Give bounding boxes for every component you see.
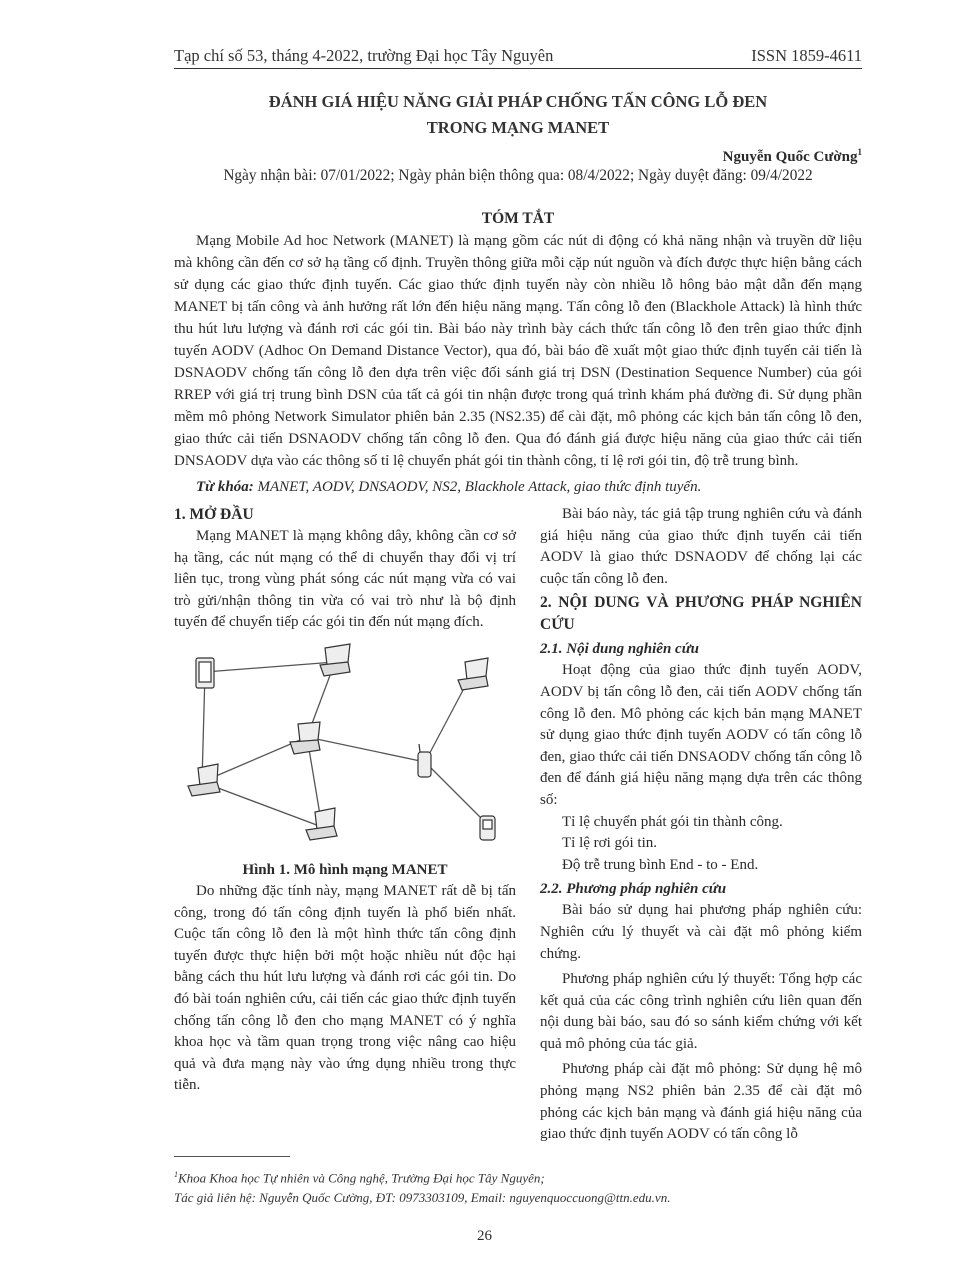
metric-item: Tỉ lệ rơi gói tin. <box>562 835 658 852</box>
journal-name: Tạp chí số 53, tháng 4-2022, trường Đại học Tây Nguyên <box>174 46 554 65</box>
figure-1-caption: Hình 1. Mô hình mạng MANET <box>242 861 448 878</box>
link <box>202 782 322 827</box>
section-1-paragraph-2: Do những đặc tính này, mạng MANET rất dễ bị tấn công, trong đó tấn công định tuyến là phổ biến nhất. Cuộc tấn công lỗ đen là một hình thức tấn công định tuyến được thực hiện bởi một hoặc nhiều nút độc hại bằng cách thu hút lưu lượng và đánh rơi các gói tin. Do đó bài toán nghiên cứu, cải tiến các giao thức định tuyến chống tấn công lỗ đen cho mạng MANET có ý nghĩa khoa học và tầm quan trọng trong việc nâng cao hiệu quả và đưa mạng này vào ứng dụng nhiều trong thực tiễn. <box>174 882 516 1094</box>
section-1-paragraph-3: Bài báo này, tác giả tập trung nghiên cứu và đánh giá hiệu năng của giao thức định tuyến cải tiến AODV là giao thức DSNAODV để chống lại các cuộc tấn công lỗ đen. <box>540 506 862 587</box>
link <box>205 662 335 672</box>
laptop-icon <box>320 644 350 676</box>
paper-title <box>174 89 862 141</box>
laptop-icon <box>188 764 220 796</box>
affiliation-text: Khoa Khoa học Tự nhiên và Công nghệ, Trường Đại học Tây Nguyên; <box>178 1170 545 1186</box>
link <box>425 762 487 824</box>
section-2-heading: 2. NỘI DUNG VÀ PHƯƠNG PHÁP NGHIÊN CỨU <box>540 594 862 634</box>
footnote-divider <box>174 1156 290 1157</box>
page-number: 26 <box>477 1228 492 1245</box>
subsection-2-2-heading: 2.2. Phương pháp nghiên cứu <box>540 881 727 898</box>
footnote-mark: 1 <box>174 1169 178 1179</box>
link <box>307 737 425 762</box>
author-name: Nguyễn Quốc Cường <box>722 149 858 165</box>
footnote-affiliation <box>174 1165 862 1188</box>
network-links <box>202 662 487 827</box>
manet-network-figure <box>170 640 520 855</box>
title-line-1: ĐÁNH GIÁ HIỆU NĂNG GIẢI PHÁP CHỐNG TẤN CÔNG LỖ ĐEN <box>268 92 768 111</box>
footer-area <box>174 1146 862 1276</box>
author <box>174 143 862 166</box>
keywords-list: MANET, AODV, DNSAODV, NS2, Blackhole Attack, giao thức định tuyến. <box>257 479 702 495</box>
section-1-heading: 1. MỞ ĐẦU <box>174 506 254 523</box>
subsection-2-2-paragraph-1: Bài báo sử dụng hai phương pháp nghiên cứu: Nghiên cứu lý thuyết và cài đặt mô phỏng kiểm chứng. <box>540 902 862 962</box>
dates-line: Ngày nhận bài: 07/01/2022; Ngày phản biện thông qua: 08/4/2022; Ngày duyệt đăng: 09/4/2022 <box>223 167 813 184</box>
subsection-2-2-paragraph-3: Phương pháp cài đặt mô phỏng: Sử dụng hệ mô phỏng mạng NS2 phiên bản 2.35 để cài đặt mô phỏng các kịch bản mạng và đánh giá hiệu năng của giao thức định tuyến AODV có tấn công lỗ <box>540 1061 862 1143</box>
paper-page <box>174 0 862 1276</box>
footnote-contact: Tác giả liên hệ: Nguyễn Quốc Cường, ĐT: 0973303109, Email: nguyenquoccuong@ttn.edu.vn. <box>174 1190 671 1206</box>
keywords <box>174 476 862 498</box>
metric-item: Tỉ lệ chuyển phát gói tin thành công. <box>562 813 783 830</box>
laptop-icon <box>290 722 320 754</box>
tablet-icon <box>196 658 214 688</box>
abstract-heading: TÓM TẮT <box>481 210 555 227</box>
section-1-paragraph-1: Mạng MANET là mạng không dây, không cần cơ sở hạ tầng, các nút mạng có thể di chuyển thay đổi vị trí liên tục, trong vùng phát sóng các nút mạng vừa có vai trò gửi/nhận thông tin vừa có vai trò như là bộ định tuyến để chuyển tiếp các gói tin đến nút mạng đích. <box>174 528 516 631</box>
two-column-body <box>174 504 862 1146</box>
affiliation-mark: 1 <box>857 147 862 157</box>
pda-icon <box>480 816 495 840</box>
subsection-2-1-paragraph: Hoạt động của giao thức định tuyến AODV, AODV bị tấn công lỗ đen, cải tiến AODV chống tấn công lỗ đen. Mô phỏng các kịch bản mạng MANET sử dụng giao thức định tuyến AODV có tấn công lỗ đen, giao thức cải tiến DNSAODV chống tấn công lỗ đen để đánh giá hiệu năng mạng dựa trên các thông số: <box>540 662 862 808</box>
abstract-text: Mạng Mobile Ad hoc Network (MANET) là mạng gồm các nút di động có khả năng nhận và truyền dữ liệu mà không cần đến cơ sở hạ tầng cố định. Truyền thông giữa mỗi cặp nút nguồn và đích được thực hiện bằng cách sử dụng các giao thức định tuyến. Các giao thức định tuyến này còn nhiều lỗ hông bảo mật dẫn đến mạng MANET bị tấn công và ảnh hưởng rất lớn đến hiệu năng mạng. Tấn công lỗ đen (Blackhole Attack) là hình thức thu hút lưu lượng và đánh rơi các gói tin. Bài báo này trình bày cách thức tấn công lỗ đen trên giao thức định tuyến AODV (Adhoc On Demand Distance Vector), qua đó, bài báo đề xuất một giao thức định tuyến cải tiến là DSNAODV chống tấn công lỗ đen dựa trên việc đối sánh giá trị DSN (Destination Sequence Number) của gói RREP với giá trị trung bình DSN của tất cả gói tin nhận được trong quá trình khám phá đường đi. Sử dụng phần mềm mô phỏng Network Simulator phiên bản 2.35 (NS2.35) để cài đặt, mô phỏng các kịch bản tấn công lỗ đen, giao thức cải tiến DSNAODV chống tấn công lỗ đen. Qua đó đánh giá được hiệu năng của giao thức cải tiến DNSAODV dựa vào các thông số tỉ lệ chuyển phát gói tin thành công, tỉ lệ rơi gói tin, độ trễ trung bình. <box>174 233 862 469</box>
laptop-icon <box>306 808 337 840</box>
running-header <box>174 46 862 69</box>
issn: ISSN 1859-4611 <box>751 46 862 65</box>
title-line-2: TRONG MẠNG MANET <box>426 118 610 137</box>
right-column <box>540 504 862 1146</box>
footnotes <box>174 1165 862 1208</box>
subsection-2-2-paragraph-2: Phương pháp nghiên cứu lý thuyết: Tổng hợp các kết quả của các công trình nghiên cứu liên quan đến nội dung bài báo, sau đó so sánh kiểm chứng với kết quả mô phỏng của tác giả. <box>540 971 862 1052</box>
metric-item: Độ trễ trung bình End - to - End. <box>562 856 759 873</box>
left-column <box>174 504 516 1146</box>
subsection-2-1-heading: 2.1. Nội dung nghiên cứu <box>540 641 700 658</box>
laptop-icon <box>458 658 488 690</box>
keywords-label: Từ khóa: <box>196 479 254 495</box>
mobile-phone-icon <box>418 744 431 777</box>
